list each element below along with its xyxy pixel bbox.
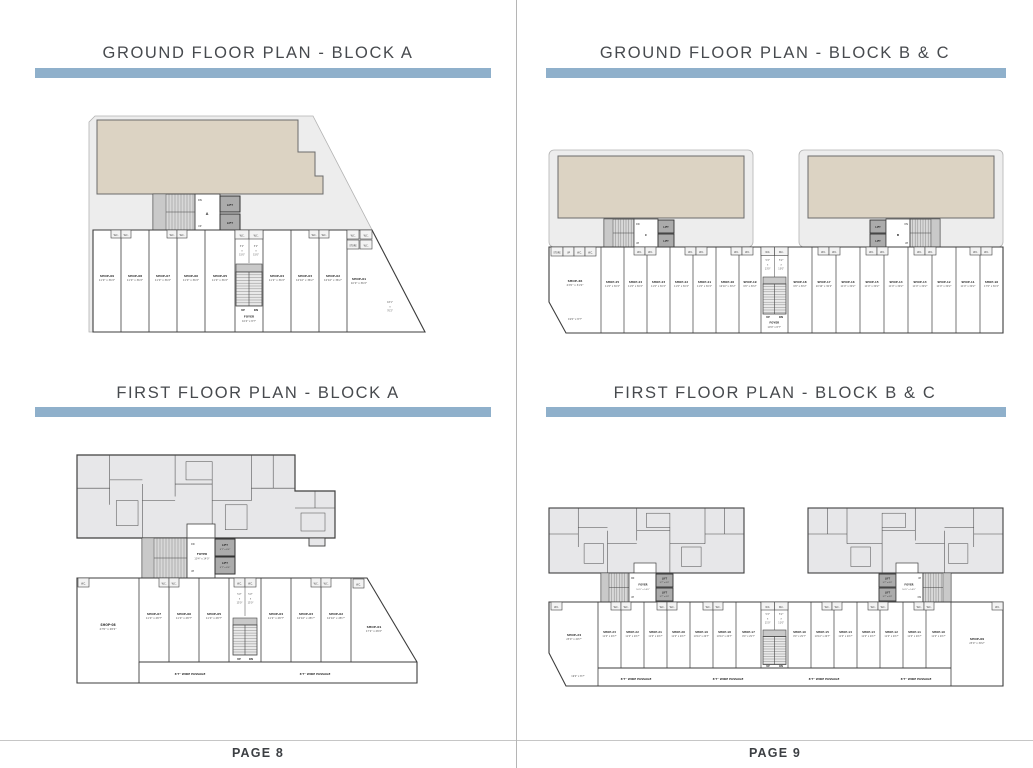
accent-bar xyxy=(546,407,1006,417)
plan-shape xyxy=(215,539,235,556)
wc-label: W.C. xyxy=(123,233,129,237)
lift-label: LIFT xyxy=(222,562,228,565)
dn-label: DN xyxy=(191,543,195,546)
dn-label: DN xyxy=(779,664,783,668)
shop-dim: 11'0" x 29'7" xyxy=(625,635,640,639)
shop-dim: 11'0" x 30'2" xyxy=(628,285,643,289)
shop-label: SHOP-25 xyxy=(605,280,620,284)
shop-dim: 11'0" x 30'2" xyxy=(674,285,689,289)
wc-label: W.C. xyxy=(237,582,242,586)
shop-dim: 11'0" x 29'7" xyxy=(671,635,686,639)
wc-label: W.C. xyxy=(778,605,784,609)
shop-label: SHOP-17 xyxy=(817,280,831,284)
shop-dim: 23'0" x 29'7" xyxy=(566,638,582,642)
shop-dim: 11'0" x 29'7" xyxy=(931,635,946,639)
shop-label: SHOP-15 xyxy=(816,631,829,634)
foyer-dim: 10'0" x 14'0" xyxy=(636,589,650,591)
wc-label: STORE xyxy=(553,251,561,255)
wc-label: W.C. xyxy=(832,250,837,254)
lift-dim: 5'7" x 6'0" xyxy=(882,582,893,584)
shop-label: SHOP-23 xyxy=(603,631,616,634)
wc-label: W.C. xyxy=(926,605,932,609)
wc-label: W.C. xyxy=(253,234,259,238)
wc-label: W.C. xyxy=(688,250,693,254)
plan-shape xyxy=(656,574,673,587)
wc-label: W.C. xyxy=(613,605,619,609)
shop-label: SHOP-02 xyxy=(328,612,344,616)
wc-label: W.C. xyxy=(363,234,369,238)
shop-label: SHOP-15 xyxy=(865,280,879,284)
floor-plan-first-block-a xyxy=(57,438,419,700)
shop-dim: 11'0" x 30'2" xyxy=(936,285,952,289)
dim-text: 18'1" xyxy=(387,301,393,304)
dim-text: 11'0" xyxy=(778,621,785,625)
shop-dim: 27'0" x 28'2" xyxy=(99,628,117,632)
plan-shape xyxy=(634,563,656,573)
dn-label: DN xyxy=(779,315,783,319)
plan-shape xyxy=(236,264,262,272)
shop-label: SHOP-14 xyxy=(889,280,903,284)
wc-label: W.C. xyxy=(916,605,922,609)
shop-dim: 9'0" x 29'7" xyxy=(742,635,755,639)
block-letter: B xyxy=(896,233,900,237)
shop-label: SHOP-23 xyxy=(651,280,666,284)
shop-label: SHOP-01 xyxy=(351,277,367,281)
plan-shape xyxy=(808,156,994,218)
shop-dim: 10'10" x 29'7" xyxy=(693,635,710,639)
lift-dim: 5'7" x 6'0" xyxy=(659,582,670,584)
accent-bar xyxy=(35,407,491,417)
wc-label: W.C. xyxy=(637,250,642,254)
shop-dim: 10'10" x 36'2" xyxy=(296,279,314,283)
page-9 xyxy=(517,0,1033,768)
title-ground-floor-block-a: GROUND FLOOR PLAN - BLOCK A xyxy=(102,44,414,62)
shop-dim: 23'0" x 31'0" xyxy=(566,284,584,288)
shop-dim: 9'0" x 29'7" xyxy=(793,635,806,639)
wc-label: W.C. xyxy=(745,250,750,254)
dim-text: 5'2" xyxy=(778,259,784,262)
dim-text: 19'0" x 8'7" xyxy=(571,675,585,678)
shop-dim: 11'0" x 36'2" xyxy=(211,279,229,283)
page-number: PAGE 8 xyxy=(231,746,285,760)
shop-label: SHOP-19 xyxy=(743,280,757,284)
shop-label: SHOP-20 xyxy=(672,631,685,634)
shop-dim: 11'0" x 30'2" xyxy=(960,285,976,289)
wc-label: W.C. xyxy=(161,582,167,586)
wc-label: W.C. xyxy=(113,233,119,237)
floor-plan-first-block-bc xyxy=(546,490,1006,700)
wc-label: W.C. xyxy=(659,605,665,609)
shop-label: SHOP-13 xyxy=(913,280,927,284)
wc-label: W.C. xyxy=(973,250,978,254)
shop-label: SHOP-22 xyxy=(674,280,689,284)
up-label: UP xyxy=(191,570,195,573)
page-number: PAGE 9 xyxy=(748,746,802,760)
shop-label: SHOP-24 xyxy=(566,633,582,637)
up-label: UP xyxy=(198,225,202,228)
plan-shape xyxy=(153,194,166,230)
shop-dim: 11'2" x 28'7" xyxy=(267,617,285,621)
plan-shape xyxy=(931,219,940,247)
wc-label: W.C. xyxy=(669,605,675,609)
shop-label: SHOP-02 xyxy=(325,274,341,278)
wc-label: W.C. xyxy=(313,582,319,586)
wc-label: W.C. xyxy=(778,251,784,255)
dn-label: DN xyxy=(904,223,908,226)
dim-text: x xyxy=(780,617,782,621)
lift-label: LIFT xyxy=(663,226,669,229)
shop-label: SHOP-11 xyxy=(908,631,921,634)
shop-label: SHOP-17 xyxy=(742,631,755,634)
lift-dim: 5'7" x 6'0" xyxy=(219,549,231,551)
dim-text: x xyxy=(780,263,782,267)
lift-label: LIFT xyxy=(875,240,881,243)
dn-label: DN xyxy=(631,577,635,580)
wc-label: W.C. xyxy=(588,251,593,255)
shop-dim: 10'10" x 29'7" xyxy=(716,635,733,639)
wc-label: W.C. xyxy=(239,234,245,238)
plan-shape xyxy=(879,588,896,601)
wc-label: W.C. xyxy=(179,233,185,237)
foyer-label: FOYER xyxy=(638,583,648,587)
shop-label: SHOP-19 xyxy=(695,631,708,634)
wc-label: UP xyxy=(567,251,570,255)
dim-text: 5'2" xyxy=(239,245,245,248)
shop-label: SHOP-16 xyxy=(793,631,806,634)
plan-shape xyxy=(558,156,744,218)
shop-label: SHOP-18 xyxy=(793,280,807,284)
wc-label: W.C. xyxy=(248,582,253,586)
lift-dim: 5'7" x 6'0" xyxy=(219,567,231,569)
shop-dim: 10'10" x 28'7" xyxy=(297,617,315,621)
shop-label: SHOP-04 xyxy=(268,612,284,616)
dim-text: x xyxy=(767,617,769,621)
shop-label: SHOP-07 xyxy=(155,274,171,278)
lift-label: LIFT xyxy=(661,577,668,581)
plan-shape xyxy=(879,574,896,587)
shop-dim: 11'0" x 29'7" xyxy=(602,635,617,639)
shop-label: SHOP-03 xyxy=(298,612,314,616)
dim-text: 5'2" xyxy=(237,593,242,596)
lift-label: LIFT xyxy=(875,226,881,229)
shop-dim: 10'10" x 30'2" xyxy=(815,285,833,289)
shop-dim: 10'10" x 36'2" xyxy=(324,279,342,283)
wc-label: W.C. xyxy=(880,605,886,609)
dim-text: x xyxy=(255,249,257,253)
shop-label: SHOP-12 xyxy=(937,280,951,284)
plan-shape xyxy=(763,630,786,637)
shop-label: SHOP-12 xyxy=(885,631,898,634)
wc-label: W.C. xyxy=(869,250,874,254)
lift-label: LIFT xyxy=(884,591,891,595)
shop-dim: 10'0" x 36'2" xyxy=(350,282,368,286)
shop-label: SHOP-10 xyxy=(932,631,945,634)
wc-label: W.C. xyxy=(917,250,922,254)
passage-label: 8'7" WIDE PASSAGE xyxy=(808,676,840,681)
dim-text: 5'2" xyxy=(248,593,253,596)
block-letter: A xyxy=(205,212,209,216)
dim-text: 15'0" xyxy=(236,601,243,605)
up-label: UP xyxy=(766,315,770,319)
dim-text: 15'0" xyxy=(253,253,259,257)
shop-dim: 11'0" x 29'7" xyxy=(648,635,663,639)
shop-label: SHOP-24 xyxy=(628,280,643,284)
wc-label: W.C. xyxy=(821,250,826,254)
dim-text: 11'0" xyxy=(764,621,771,625)
foyer-dim: 10'4" x 8'7" xyxy=(241,320,257,323)
shop-dim: 11'0" x 30'2" xyxy=(697,285,712,289)
lift-label: LIFT xyxy=(884,577,891,581)
wc-label: W.C. xyxy=(350,234,356,238)
block-letter: C xyxy=(644,233,648,237)
wc-label: W.C. xyxy=(81,582,86,586)
shop-label: SHOP-11 xyxy=(961,280,975,284)
shop-label: SHOP-22 xyxy=(626,631,639,634)
plan-shape xyxy=(187,524,215,538)
passage-label: 8'7" WIDE PASSAGE xyxy=(712,676,744,681)
shop-dim: 17'2" x 28'2" xyxy=(365,630,383,634)
shop-label: SHOP-04 xyxy=(269,274,285,278)
wc-label: W.C. xyxy=(311,233,317,237)
lift-label: LIFT xyxy=(663,240,669,243)
wc-label: W.C. xyxy=(321,233,327,237)
shop-label: SHOP-07 xyxy=(146,612,162,616)
plan-shape xyxy=(215,557,235,574)
shop-label: SHOP-08 xyxy=(127,274,143,278)
shop-dim: 11'0" x 29'7" xyxy=(884,635,899,639)
plan-shape xyxy=(656,588,673,601)
shop-dim: 11'0" x 28'7" xyxy=(145,617,163,621)
wc-label: W.C. xyxy=(648,250,653,254)
shop-label: SHOP-06 xyxy=(183,274,199,278)
shop-dim: 11'0" x 36'2" xyxy=(154,279,172,283)
wc-label: W.C. xyxy=(323,582,329,586)
shop-label: SHOP-08 xyxy=(100,623,116,627)
shop-dim: 11'0" x 28'7" xyxy=(175,617,193,621)
dn-label: DN xyxy=(636,223,640,226)
wc-label: W.C. xyxy=(870,605,876,609)
foyer-label: FOYER xyxy=(243,314,255,319)
lift-label: LIFT xyxy=(222,544,228,547)
title-ground-floor-block-bc: GROUND FLOOR PLAN - BLOCK B & C xyxy=(599,44,951,62)
dim-text: x xyxy=(767,263,769,267)
lift-label: LIFT xyxy=(661,591,668,595)
foyer-label: FOYER xyxy=(904,583,914,587)
shop-label: SHOP-03 xyxy=(297,274,313,278)
shop-label: SHOP-10 xyxy=(984,280,999,284)
dim-text: 5'2" xyxy=(778,613,784,616)
up-label: UP xyxy=(237,657,241,661)
foyer-label: FOYER xyxy=(769,320,780,325)
shop-dim: 17'0" x 30'2" xyxy=(984,285,999,289)
wc-label: STORE xyxy=(349,244,357,248)
plan-shape xyxy=(142,538,154,578)
shop-dim: 11'0" x 36'2" xyxy=(182,279,200,283)
wc-label: W.C. xyxy=(356,583,361,587)
shop-label: SHOP-21 xyxy=(697,280,712,284)
wc-label: W.C. xyxy=(928,250,933,254)
dn-label: DN xyxy=(253,309,259,312)
wc-label: W.C. xyxy=(734,250,739,254)
shop-dim: 11'0" x 30'2" xyxy=(605,285,620,289)
shop-dim: 10'10" x 29'7" xyxy=(814,635,831,639)
up-label: UP xyxy=(904,242,908,245)
shop-label: SHOP-18 xyxy=(718,631,731,634)
up-label: UP xyxy=(918,577,921,580)
plan-shape xyxy=(97,120,323,194)
shop-dim: 11'0" x 30'2" xyxy=(888,285,904,289)
wc-label: W.C. xyxy=(765,251,771,255)
shop-dim: 11'0" x 30'2" xyxy=(864,285,880,289)
wc-label: W.C. xyxy=(577,251,582,255)
lift-dim: 5'7" x 6'0" xyxy=(659,596,670,598)
foyer-dim: 10'0" x 8'7" xyxy=(767,325,782,329)
shop-label: SHOP-13 xyxy=(862,631,875,634)
wc-label: W.C. xyxy=(984,250,989,254)
shop-label: SHOP-06 xyxy=(176,612,192,616)
shop-dim: 11'0" x 36'2" xyxy=(126,279,144,283)
wc-label: W.C. xyxy=(554,605,559,609)
wc-label: W.C. xyxy=(705,605,711,609)
up-label: UP xyxy=(636,242,640,245)
wc-label: W.C. xyxy=(699,250,704,254)
wc-label: W.C. xyxy=(834,605,840,609)
plan-shape xyxy=(309,538,325,546)
shop-dim: 10'10" x 30'2" xyxy=(719,285,736,289)
dim-text: 5'2" xyxy=(253,245,259,248)
shop-dim: 11'0" x 30'2" xyxy=(912,285,928,289)
shop-dim: 11'0" x 29'7" xyxy=(861,635,876,639)
dim-text: 70'2" xyxy=(387,309,393,313)
title-first-floor-block-bc: FIRST FLOOR PLAN - BLOCK B & C xyxy=(613,384,937,402)
shop-dim: 11'0" x 30'2" xyxy=(651,285,666,289)
dim-text: 13'0" xyxy=(764,267,771,271)
shop-dim: 11'0" x 36'2" xyxy=(98,279,116,283)
lift-label: LIFT xyxy=(226,222,234,225)
plan-shape xyxy=(763,277,786,284)
lift-dim: 5'7" x 6'0" xyxy=(882,596,893,598)
wc-label: W.C. xyxy=(169,233,175,237)
shop-dim: 9'0" x 30'2" xyxy=(743,285,757,289)
shop-dim: 9'0" x 30'2" xyxy=(793,285,807,289)
shop-dim: 11'2" x 36'2" xyxy=(268,279,286,283)
passage-label: 8'7" WIDE PASSAGE xyxy=(299,671,331,676)
passage-label: 8'7" WIDE PASSAGE xyxy=(174,671,206,676)
plan-shape xyxy=(943,573,951,602)
dn-label: DN xyxy=(249,657,253,661)
foyer-label: FOYER xyxy=(196,552,208,556)
dim-text: 13'0" xyxy=(778,267,785,271)
dim-text: x xyxy=(249,597,252,601)
shop-dim: 10'10" x 28'7" xyxy=(327,617,345,621)
shop-dim: 11'0" x 30'2" xyxy=(840,285,856,289)
floor-plan-ground-block-bc xyxy=(546,140,1006,340)
dim-text: x xyxy=(389,305,391,309)
up-label: UP xyxy=(631,596,634,599)
wc-label: W.C. xyxy=(995,605,1000,609)
dn-label: DN xyxy=(198,199,202,202)
wc-label: W.C. xyxy=(363,244,369,248)
foyer-dim: 10'0" x 14'0" xyxy=(902,589,916,591)
accent-bar xyxy=(35,68,491,78)
shop-dim: 11'0" x 29'7" xyxy=(838,635,853,639)
up-label: UP xyxy=(241,309,245,312)
title-first-floor-block-a: FIRST FLOOR PLAN - BLOCK A xyxy=(116,384,400,402)
wc-label: W.C. xyxy=(765,605,771,609)
footer-divider xyxy=(517,740,1033,741)
wc-label: W.C. xyxy=(623,605,629,609)
dim-text: 15'0" xyxy=(239,253,245,257)
shop-label: SHOP-26 xyxy=(567,279,583,283)
wc-label: W.C. xyxy=(715,605,721,609)
shop-label: SHOP-14 xyxy=(839,631,852,634)
shop-dim: 11'0" x 28'7" xyxy=(205,617,223,621)
dim-text: 5'2" xyxy=(765,259,770,262)
up-label: UP xyxy=(766,664,770,668)
footer-divider xyxy=(0,740,516,741)
shop-label: SHOP-01 xyxy=(366,625,382,629)
dim-text: x xyxy=(241,249,243,253)
dim-text: 15'0" xyxy=(247,601,254,605)
dn-label: DN xyxy=(917,596,921,599)
plan-shape xyxy=(233,618,257,625)
shop-label: SHOP-05 xyxy=(212,274,228,278)
wc-label: W.C. xyxy=(824,605,830,609)
plan-shape xyxy=(896,563,918,573)
plan-shape xyxy=(601,573,609,602)
dim-text: 5'2" xyxy=(765,613,770,616)
accent-bar xyxy=(546,68,1006,78)
shop-label: SHOP-16 xyxy=(841,280,855,284)
shop-label: SHOP-09 xyxy=(99,274,115,278)
shop-label: SHOP-05 xyxy=(206,612,222,616)
plan-shape xyxy=(604,219,613,247)
foyer-dim: 10'4" x 14'0" xyxy=(194,557,210,561)
shop-label: SHOP-09 xyxy=(969,637,985,641)
passage-label: 8'7" WIDE PASSAGE xyxy=(900,676,932,681)
wc-label: W.C. xyxy=(880,250,885,254)
shop-dim: 11'0" x 29'7" xyxy=(907,635,922,639)
dim-text: 19'0" x 8'7" xyxy=(567,318,583,321)
dim-text: x xyxy=(238,597,241,601)
floor-plan-ground-block-a xyxy=(85,100,435,340)
lift-label: LIFT xyxy=(226,204,234,207)
shop-label: SHOP-21 xyxy=(649,631,662,634)
shop-dim: 23'0" x 30'2" xyxy=(969,642,985,646)
wc-label: W.C. xyxy=(171,582,177,586)
passage-label: 8'7" WIDE PASSAGE xyxy=(620,676,652,681)
shop-label: SHOP-20 xyxy=(720,280,735,284)
